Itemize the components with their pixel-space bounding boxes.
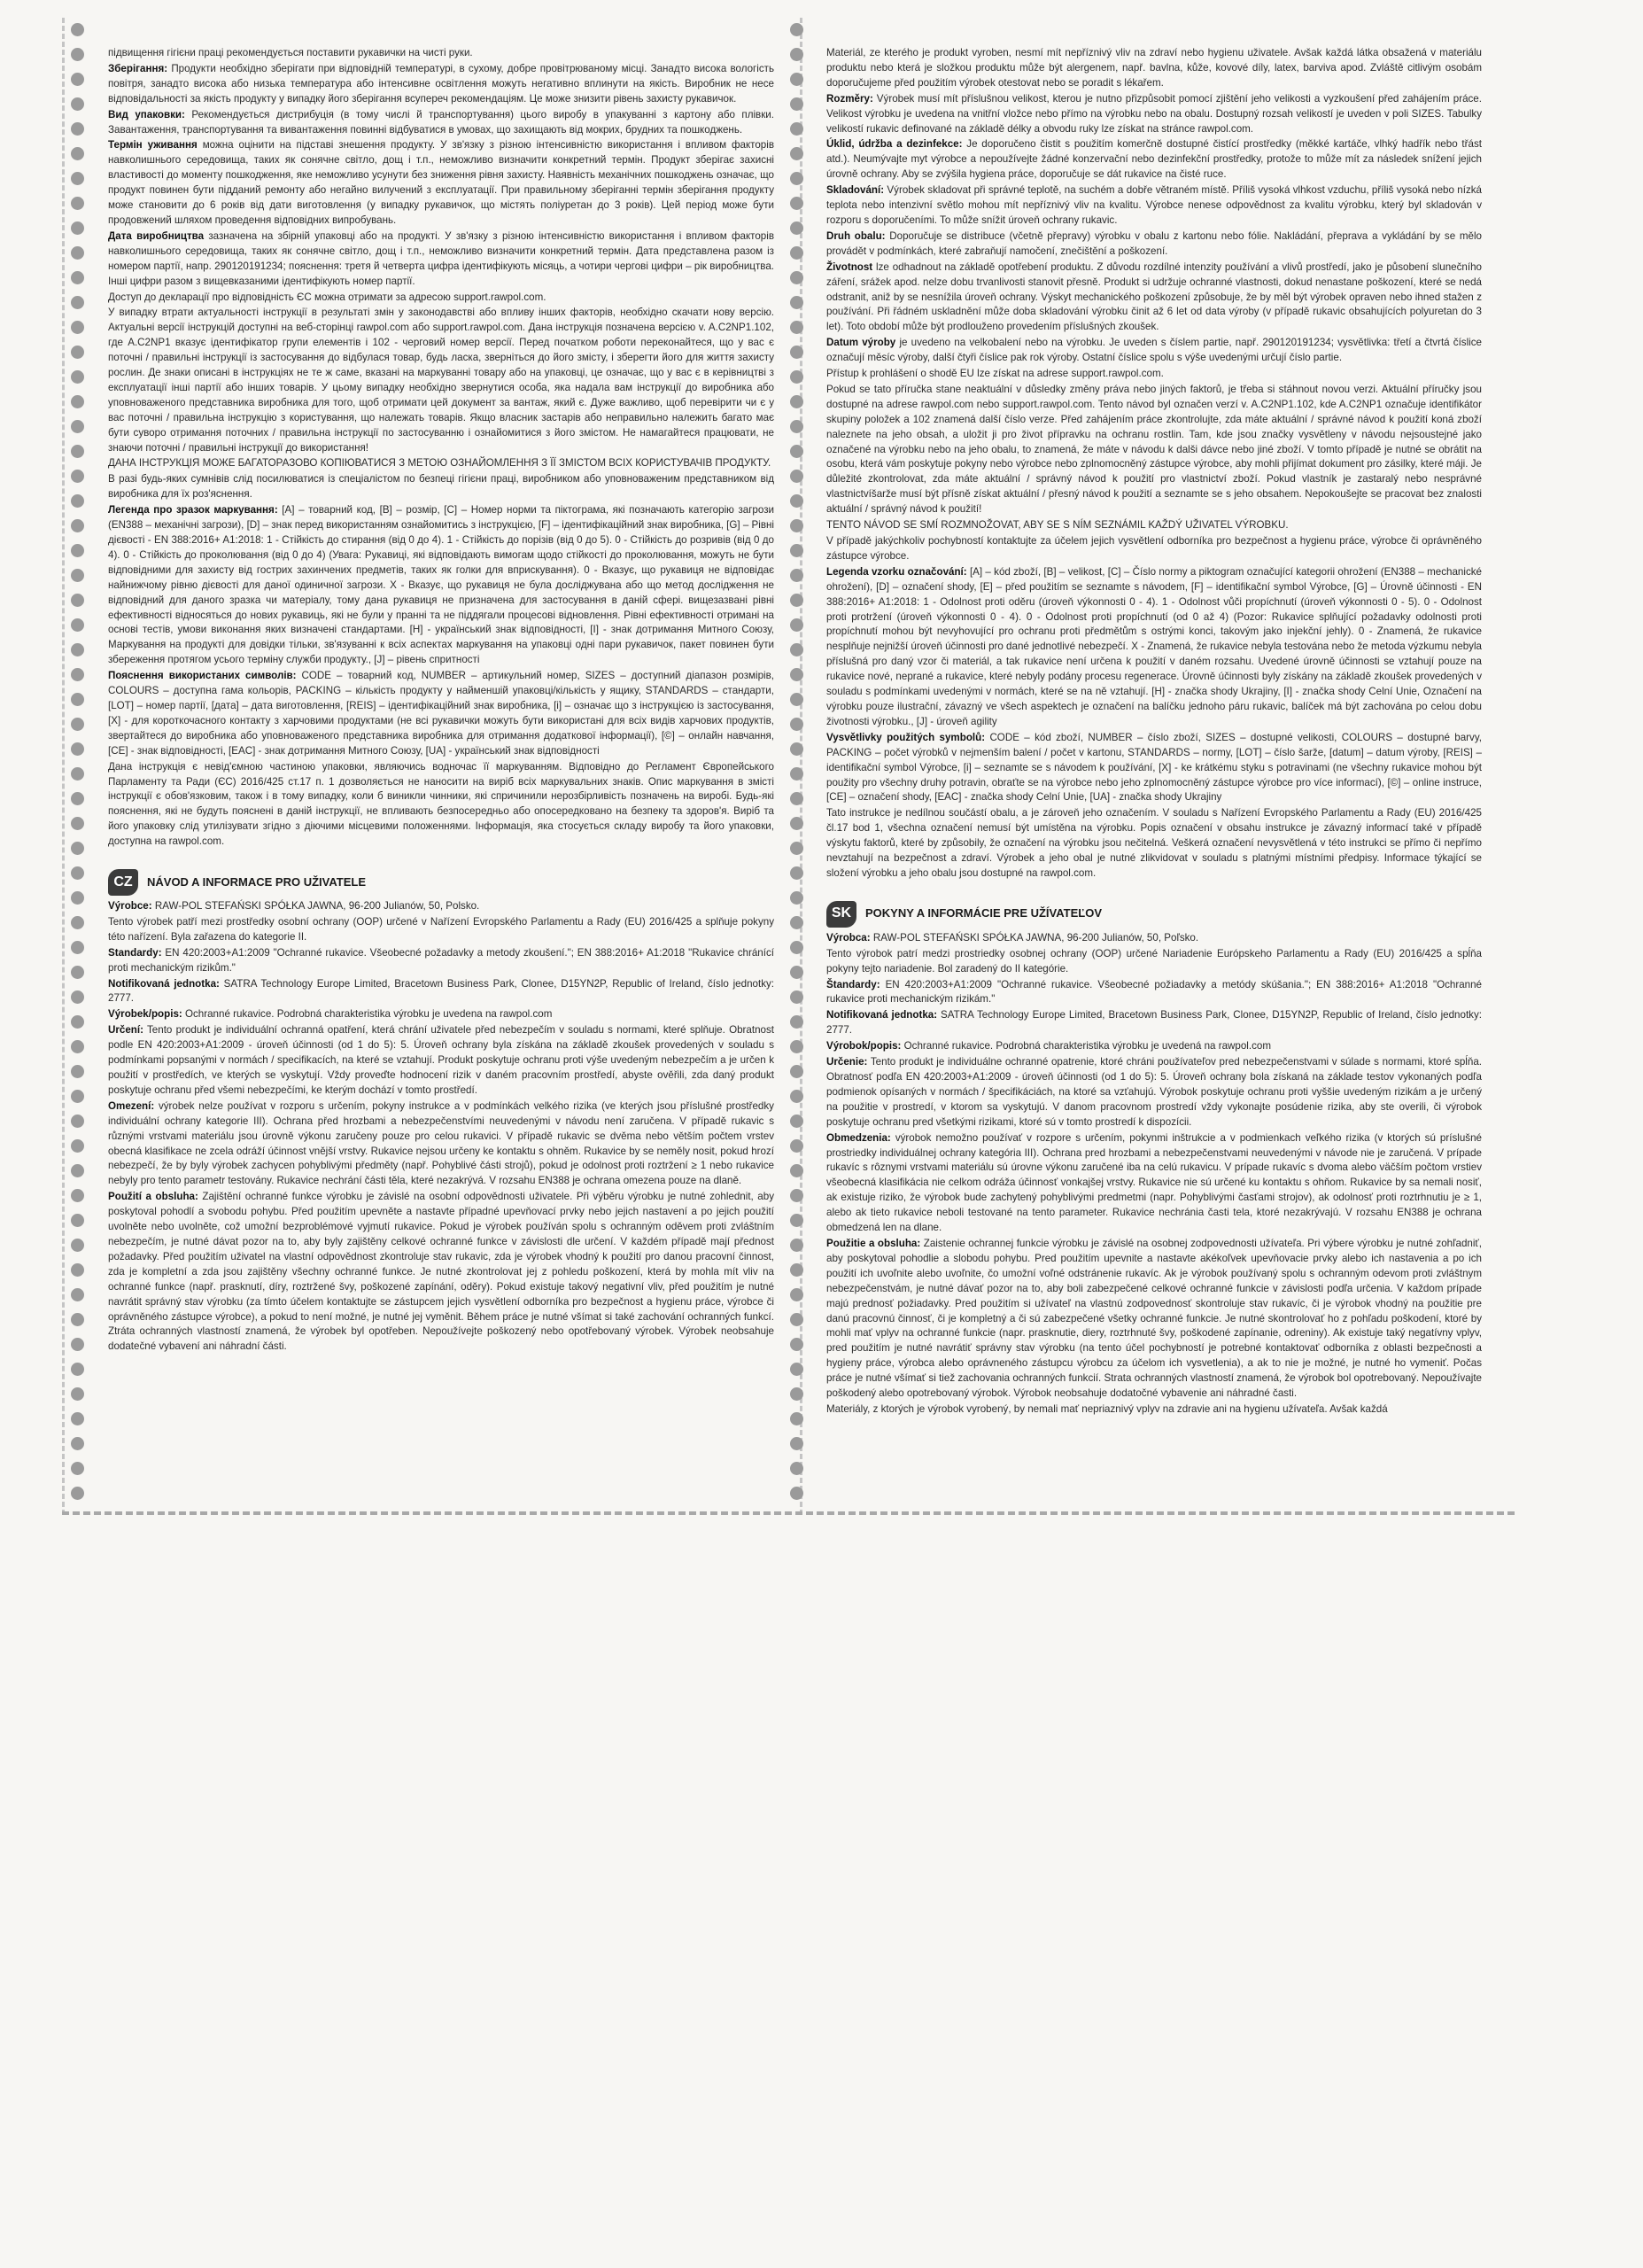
- punch-hole: [790, 1338, 803, 1351]
- paragraph-heading: Vysvětlivky použitých symbolů:: [826, 731, 986, 743]
- punch-hole: [790, 594, 803, 607]
- punch-hole: [71, 966, 84, 979]
- sk-section-title: POKYNY A INFORMÁCIE PRE UŽÍVATEĽOV: [865, 906, 1103, 920]
- paragraph-text: Výrobek musí mít příslušnou velikost, kterou je nutno přizpůsobit pomocí zjištění jeho velikosti a vyzkoušení před zahájením práce. Velikost výrobku je uvedena na vnitřní vložce nebo přímo na výrobku nebo na obalu. Dostupný rozsah velikostí je uveden v poli SIZES. Tabulky velikostí rukavic definované na základě délky a obvodu ruky lze získat na stránce rawpol.com.: [826, 92, 1482, 135]
- punch-hole: [790, 742, 803, 756]
- punch-hole: [790, 1387, 803, 1401]
- paragraph: [108, 946, 774, 976]
- paragraph-heading: Datum výroby: [826, 337, 896, 349]
- paragraph: [826, 336, 1482, 366]
- paragraph-text: В разі будь-яких сумнівів слід посилюватися із спеціалістом по безпеці гігієни праці, виробником або уповноваженим представником від виробника для їх роз'яснення.: [108, 473, 774, 501]
- paragraph: [826, 806, 1482, 882]
- punch-hole: [71, 1288, 84, 1301]
- punch-hole: [790, 643, 803, 656]
- paragraph-heading: Určenie:: [826, 1056, 868, 1068]
- paragraph: [826, 46, 1482, 91]
- paragraph-text: výrobek nelze používat v rozporu s určením, pokyny instrukce a v podmínkách velkého rizika (ve kterých jsou příslušné prostředky individuální ochrany kategorie III). Ochrana před hrozbami a nebezpečenstvími neuvedenými v návodu není zaručena. V případě rukavic s různými vrstvami materiálu jsou úrovně výkonu zaručeny pouze pro celou rukavici. V případě rukavic se dvěma nebo větším počtem vrstev obecná klasifikace ne zcela odráží účinnost vnější vrstvy. Rukavice nejsou určeny ke kontaktu s ohněm. Rukavice by se neměly nosit, pokud hrozí nebezpečí, že by byly výrobek zachycen pohyblivými předměty (např. Pohyblivé části strojů), pokud je odolnost proti roztržení ≥ 1 nebo rukavice nebyly pro tento parametr testovány. Rukavice nechrání části těla, které nezakrývá. V rozsahu EN388 je ochrana omezena pouze na dlaně.: [108, 1099, 774, 1187]
- paragraph-heading: Použití a obsluha:: [108, 1191, 198, 1203]
- punch-hole: [71, 1065, 84, 1078]
- paragraph: [826, 1237, 1482, 1402]
- paragraph-text: Tento produkt je individuální ochranná opatření, která chrání uživatele před nebezpečím v souladu s normami, které splňuje. Obratnost podle EN 420:2003+A1:2009 - úroveň účinnosti (od 1 do 5): 5. Úroveň ochrany byla získána na základě zkoušek provedených v souladu s podmínkami popsanými v normách / specifikacích, na které se vztahují. Produkt poskytuje ochranu proti výše uvedeným nebezpečím a je určen k použití v prostředích, ve kterých se vyskytují. Vždy proveďte hodnocení rizik v daném pracovním prostředí, abyste ověřili, zda daný produkt poskytuje ochranu před všemi nebezpečími, ke kterým dochází v tomto prostředí.: [108, 1024, 774, 1096]
- paragraph-text: зазначена на збірній упаковці або на продукті. У зв'язку з різною інтенсивністю використання і впливом факторів навколишнього середовища, таких як сонячне світло, дощ і т.п., неможливо визначити конкретний термін. Дата представлена разом із номером партії, напр. 290120191234; пояснення: третя й четверта цифра ідентифікують місяць, а чотири чергові цифри – рік виробництва. Інші цифри разом з вищевказаними ідентифікують номер партії.: [108, 229, 774, 287]
- punch-hole: [71, 594, 84, 607]
- paragraph-text: RAW-POL STEFAŃSKI SPÓŁKA JAWNA, 96-200 Julianów, 50, Poľsko.: [872, 931, 1199, 944]
- punch-hole: [790, 1263, 803, 1277]
- paragraph: [826, 137, 1482, 183]
- paragraph-text: EN 420:2003+A1:2009 "Ochranné rukavice. Všeobecné požiadavky a metódy skúšania."; EN 388:2016+ A1:2018 "Ochranné rukavice proti mechanickým rizikám.": [826, 978, 1482, 1006]
- punch-hole: [790, 1139, 803, 1153]
- punch-hole: [71, 916, 84, 929]
- punch-hole: [71, 569, 84, 582]
- punch-hole: [71, 1214, 84, 1227]
- paragraph: [826, 947, 1482, 977]
- paragraph-text: Tento výrobok patrí medzi prostriedky osobnej ochrany (OOP) určené Nariadenie Európskeho Parlamentu a Rady (EU) 2016/425 a spĺňa pokyny tejto nariadenie. Bol zaradený do II kategórie.: [826, 947, 1482, 975]
- paragraph: [108, 456, 774, 471]
- punch-hole: [71, 470, 84, 483]
- paragraph-text: Materiál, ze kterého je produkt vyroben, nesmí mít nepříznivý vliv na zdraví nebo hygienu uživatele. Avšak každá látka obsažená v materiálu produktu nebo která je složkou produktu může být alergenem, např. bavlna, kůže, kovové díly, latex, barviva apod. Zvláště citlivým osobám doporučujeme před použitím výrobek otestovat nebo se poradit s lékařem.: [826, 47, 1482, 89]
- paragraph: [108, 62, 774, 107]
- punch-hole: [790, 866, 803, 880]
- punch-hole: [71, 346, 84, 359]
- punch-hole: [790, 1164, 803, 1177]
- paragraph-heading: Standardy:: [108, 946, 162, 959]
- paragraph-heading: Určení:: [108, 1024, 143, 1037]
- paragraph: [826, 931, 1482, 946]
- punch-hole: [71, 1462, 84, 1475]
- punch-hole: [71, 618, 84, 632]
- sk-language-flag-icon: SK: [826, 901, 856, 928]
- punch-hole: [71, 246, 84, 260]
- punch-hole: [790, 618, 803, 632]
- punch-hole: [71, 1437, 84, 1450]
- punch-hole: [71, 1189, 84, 1202]
- punch-hole: [790, 1239, 803, 1252]
- paragraph-heading: Rozměry:: [826, 92, 873, 105]
- punch-hole: [790, 842, 803, 855]
- punch-hole: [71, 544, 84, 557]
- paragraph-heading: Úklid, údržba a dezinfekce:: [826, 138, 963, 151]
- punch-hole: [71, 395, 84, 408]
- punch-hole: [71, 767, 84, 781]
- punch-hole: [790, 73, 803, 86]
- punch-hole: [71, 817, 84, 830]
- punch-hole: [790, 197, 803, 210]
- punch-hole: [71, 1338, 84, 1351]
- paragraph: [108, 503, 774, 668]
- cz-language-flag-icon: CZ: [108, 869, 138, 896]
- paragraph: [108, 1023, 774, 1099]
- punch-hole: [790, 221, 803, 235]
- paragraph-text: Рекомендується дистрибуція (в тому числі й транспортування) цього виробу в упакуванні з картону або плівки. Завантаження, транспортування та вивантаження повинні відбуватися в умовах, що захищають від мокрих, брудних та пошкоджень.: [108, 108, 774, 136]
- punch-hole: [790, 519, 803, 532]
- punch-hole: [71, 668, 84, 681]
- punch-hole: [71, 891, 84, 905]
- paragraph-heading: Notifikovaná jednotka:: [826, 1009, 938, 1021]
- punch-hole: [790, 817, 803, 830]
- left-perforation-line: [62, 18, 65, 1515]
- paragraph-text: Tento produkt je individuálne ochranné opatrenie, ktoré chráni používateľov pred nebezpečenstvami v súlade s normami, ktoré spĺňa. Obratnosť podľa EN 420:2003+A1:2009 - úroveň účinnosti (od 1 do 5): 5. Úroveň ochrany bola získaná na základe testov vykonaných podľa podmienok opísaných v normách / špecifikáciách, na ktoré sa vzťahujú. Výrobok poskytuje ochranu proti vyššie uvedeným rizikám a je určený na použitie v prostredí, v ktorom sa vyskytujú. V danom pracovnom prostredí vždy vykonajte posúdenie rizika, aby ste overili, či výrobok poskytuje ochranu pred všetkými rizikami, ktoré sú v tomto prostredí k dispozícii.: [826, 1056, 1482, 1128]
- punch-hole: [71, 866, 84, 880]
- cz-instructions: [108, 899, 774, 1355]
- punch-hole: [790, 445, 803, 458]
- paragraph-text: Tato instrukce je nedílnou součástí obalu, a je zároveň jeho označením. V souladu s Nařízení Evropského Parlamentu a Rady (EU) 2016/425 čl.17 bod 1, všechna označení nemusí být umístěna na výrobku. Popis označení v obsahu instrukce je závazný informací také v případě výskytu faktorů, které by způsobily, že označení na výrobku jsou nečitelná. Veškerá označení nevysvětlená v této instrukci se přímo či nepřímo nevztahují na bezpečnost a zdraví. Výrobek a jeho obal je nutné zlikvidovat v souladu s platnými místními předpisy. Informace týkající se složení výrobku a jeho obalu jsou dostupné na rawpol.com.: [826, 807, 1482, 879]
- paragraph-text: Je doporučeno čistit s použitím komerčně dostupné čistící prostředky (měkké kartáče, vlhký hadřík nebo třást atd.). Neumývajte myt výrobce a nepoužívejte žádné konzervační nebo dezinfekční prostředky, protože to může mít za následek snížení jejich úrovně ochrany. Aby se zvýšila hygiena práce, doporučuje se dát rukavice na čisté ruce.: [826, 138, 1482, 181]
- punch-hole: [71, 271, 84, 284]
- punch-hole: [790, 395, 803, 408]
- paragraph: [826, 1402, 1482, 1418]
- paragraph-text: RAW-POL STEFAŃSKI SPÓŁKA JAWNA, 96-200 Julianów, 50, Polsko.: [154, 900, 480, 913]
- punch-hole: [790, 122, 803, 136]
- paragraph-text: Продукти необхідно зберігати при відповідній температурі, в сухому, добре провітрюваному місці. Занадто висока вологість повітря, занадто висока або низька температура або інтенсивне освітлення можуть негативно вплинути на якість. Виробник не несе відповідальності за якість продукту у випадку його зберігання всупереч рекомендаціям. Це може знизити рівень захисту рукавичок.: [108, 62, 774, 105]
- punch-hole: [71, 494, 84, 508]
- punch-hole: [790, 97, 803, 111]
- punch-hole: [71, 1387, 84, 1401]
- punch-hole: [790, 1015, 803, 1029]
- paragraph-heading: Výrobca:: [826, 931, 871, 944]
- paragraph-text: SATRA Technology Europe Limited, Bracetown Business Park, Clonee, D15YN2P, Republic of Ireland, číslo jednotky: 2777.: [108, 977, 774, 1005]
- paragraph-text: Výrobek skladovat při správné teplotě, na suchém a dobře větraném místě. Příliš vysoká vlhkost vzduchu, příliš vysoká nebo nízká teplota nebo intenzivní světlo mohou mít nepříznivý vliv na kvalitu. Výrobce nenese odpovědnost za kvalitu výrobku, který byl skladován v rozporu s doporučeními. To může snížit úroveň ochrany rukavic.: [826, 184, 1482, 226]
- punch-hole: [790, 668, 803, 681]
- punch-hole: [71, 197, 84, 210]
- punch-hole: [71, 693, 84, 706]
- punch-hole: [71, 718, 84, 731]
- punch-hole: [790, 569, 803, 582]
- punch-hole: [71, 1090, 84, 1103]
- paragraph-heading: Термін уживання: [108, 139, 198, 151]
- paragraph-text: Pokud se tato příručka stane neaktuální v důsledky změny práva nebo jiných faktorů, je třeba si stáhnout novou verzi. Aktuální příručky jsou dostupné na adrese rawpol.com nebo support.rawpol.com. Tento návod byl označen verzí v. A.C2NP1.102, kde A.C2NP1 označuje identifikátor skupiny položek a 102 znamená další číslo verze. Před zahájením práce zkontrolujte, zda máte aktuální / správné návod k použití koná zboží naleznete na jeho obsah, a uložit ji pro život přípravku na ochranu rostlin. Tam, kde jsou značky vysvětleny v návodu nejsoustejné jako označené na výrobku nebo na jeho obalu, to znamená, že máte v návodu k dalši dávce nebo jiné zboží. V tomto případě je nutné se obrátit na osobu, která vám poskytuje pokyny nebo výrobce nebo zplnomocněný zástupce výrobce, aby mohli přijímat dokument pro zásilky, které máji. Je důležité zkontrolovat, zda máte aktuální / správný návod k použití pro vlastnictví zboží. Pokud vlastník je zastaralý nebo nesprávné vlastnictvíšarže musí být přísně získat aktuální / přesný návod k použití a seznamte se s jeho obsahem. Nepokoušejte se pracovat bez znalosti aktuální / správný návod k použití!: [826, 383, 1482, 516]
- paragraph-heading: Použitie a obsluha:: [826, 1237, 921, 1249]
- punch-hole: [790, 1090, 803, 1103]
- punch-hole: [790, 1437, 803, 1450]
- paragraph-heading: Výrobok/popis:: [826, 1040, 902, 1052]
- paragraph-heading: Omezení:: [108, 1099, 155, 1112]
- paragraph: [826, 92, 1482, 137]
- sk-section-header: [826, 901, 1482, 928]
- paragraph-text: Zaistenie ochrannej funkcie výrobku je závislé na osobnej zodpovednosti užívateľa. Pri výbere výrobku je nutné zohľadniť, aby poskytoval pohodlie a slobodu pohybu. Pred použitím upevnite a nastavte akékoľvek upevňovacie prvky alebo ich nastavenia a po ich použití ich uvoľnite alebo uvoľnite, čo umožní voľné odstránenie rukavíc. Ak je výrobok používaný spolu s ochranným odevom proti zvláštnym nebezpečenstvám, je nutné dávať pozor na to, aby boli zabezpečené celkové ochranné funkcie v závislosti podľa určenia. V každom prípade majú prednosť požiadavky. Pred použitím si užívateľ na vlastnú zodpovednosť skontroluje stav rukavíc, či je výrobok vhodný na použitie pre danú pracovnú činnosť, či je kompletný a či sú zabezpečené všetky ochranné funkcie. Je nutné skontrolovať ho z pohľadu poškodení, ktoré by mohli mať vplyv na ochranné funkcie (napr. prasknutie, diery, roztrhnuté švy, poškodené zapínanie, odreniny). Ak existuje taký negatívny vplyv, pred použitím je nutné navrátiť správny stav výrobku (na tento účel pochybností je potrebné kontaktovať odborníka z oblasti bezpečnosti a hygieny práce, výrobca alebo oprávneného zástupcu výrobcu za účelom ich vysvetlenia), a ak to nie je možné, je nutné ho vymeniť. Počas práce je nutné všímať si tiež zachovania ochranných funkcií. Strata ochranných vlastností znamená, že výrobok bol opotrebovaný. Nepoužívajte poškodený alebo opotrebovaný výrobok. Výrobok neobsahuje dodatočné vybavenie ani náhradné časti.: [826, 1237, 1482, 1400]
- punch-hole: [71, 420, 84, 433]
- paragraph-text: Ochranné rukavice. Podrobná charakteristika výrobku je uvedená na rawpol.com: [903, 1040, 1271, 1052]
- punch-hole: [790, 1412, 803, 1425]
- cz-section-header: [108, 869, 774, 896]
- punch-hole: [790, 346, 803, 359]
- paragraph: [108, 46, 774, 61]
- punch-hole: [71, 1412, 84, 1425]
- paragraph-text: výrobok nemožno používať v rozpore s určením, pokynmi inštrukcie a v podmienkach veľkého rizika (v ktorých sú príslušné prostriedky individuálnej ochrany kategória III). Ochrana pred hrozbami a nebezpečenstvami neuvedenými v návode nie je zaručená. V prípade rukavíc s rôznymi vrstvami materiálu sú úrovne výkonu zaručené iba na celú rukavicu. V prípade rukavíc s dvoma alebo väčším počtom vrstiev všeobecná klasifikácia nie celkom odráža účinnosť vonkajšej vrstvy. Rukavice nie sú určené ku kontaktu s ohňom. Rukavice by sa nemali nosiť, ak existuje riziko, že výrobok bude zachytený pohyblivými predmetmi (napr. Pohyblivými časťami strojov), ak odolnosť proti roztrhnutiu je ≥ 1, alebo ak tieto rukavice neboli testované na tento parameter. Rukavice nechránia časti tela, ktoré nezakrývajú. V rozsahu EN388 je ochrana obmedzená len na dlane.: [826, 1131, 1482, 1234]
- paragraph: [826, 1008, 1482, 1038]
- paragraph: [826, 534, 1482, 564]
- punch-hole: [71, 73, 84, 86]
- punch-hole: [71, 1164, 84, 1177]
- punch-hole: [790, 172, 803, 185]
- punch-hole: [71, 742, 84, 756]
- paragraph-heading: Obmedzenia:: [826, 1131, 891, 1144]
- punch-hole: [790, 1040, 803, 1053]
- paragraph-text: У випадку втрати актуальності інструкції в результаті змін у законодавстві або впливу інших факторів, необхідно скачати нову версію. Актуальні версії інструкцій доступні на веб-сторінці rawpol.com або support.rawpol.com. Дана інструкція позначена версією v. A.C2NP1.102, где A.C2NP1 вказує ідентифікатор групи елементів і 102 - черговий номер версії. Перед початком роботи переконайтеся, що у вас є поточні / правильні інструкції із застосування до відбулася товар, будь ласка, зверніться до його змісту, і зберегти його для життя захисту рослин. Де знаки описані в інструкціях не те ж саме, вказані на маркуванні товару або на упаковці, це означає, що у вас є в керівництві з експлуатації інші партії або інших товарів. У цьому випадку необхідно звернутися особа, яка надала вам інструкції до виробника або уповноваженого представника виробника для того, щоб отримати цей документ за вантаж, який є. Дуже важливо, щоб перевірити чи є у вас поточні / правильна інструкцію з користування, що належать товарів. Якщо власник застарів або неправильно належить багато має бути суворо отримання поточних / правильна інструкції по застосуванню і ознайомитися з його змістом. Не намагайтеся працювати, не знаючи поточні / правильні інструкції до використання!: [108, 307, 774, 454]
- paragraph-heading: Легенда про зразок маркування:: [108, 504, 278, 517]
- punch-hole: [71, 842, 84, 855]
- paragraph: [826, 731, 1482, 806]
- punch-hole: [71, 1313, 84, 1326]
- punch-hole: [790, 767, 803, 781]
- paragraph-text: підвищення гігієни праці рекомендується поставити рукавички на чисті руки.: [108, 47, 473, 58]
- paragraph-heading: Štandardy:: [826, 978, 880, 990]
- punch-hole: [790, 23, 803, 36]
- paragraph: [108, 1099, 774, 1189]
- punch-hole: [790, 321, 803, 334]
- punch-hole: [71, 296, 84, 309]
- paragraph: [108, 138, 774, 228]
- punch-hole: [71, 1040, 84, 1053]
- punch-hole: [71, 445, 84, 458]
- punch-hole: [790, 891, 803, 905]
- paragraph-text: Materiály, z ktorých je výrobok vyrobený, by nemali mať nepriaznivý vplyv na zdravie ani na hygienu užívateľa. Avšak každá: [826, 1402, 1388, 1415]
- punch-hole: [71, 221, 84, 235]
- punch-hole: [790, 296, 803, 309]
- paragraph-heading: Životnost: [826, 260, 873, 273]
- paragraph-text: CODE – товарний код, NUMBER – артикульний номер, SIZES – доступний діапазон розмірів, COLOURS – доступна гама кольорів, PACKING – кількість продукту у найменшій упаковці/кількість у ящику, STANDARDS – стандарти, [LOT] – номер партії, [дата] – дата виготовлення, [REIS] – ідентифікаційний знак виробника, [i] – означає що з інструкцією із застосування, [X] - для короткочасного контакту з харчовими продуктами (не всі рукавички можуть бути використані для всіх видів харчових продуктів, звертайтеся до виробника або уповноваженого представника виробника для отримання додаткової інформації), [©] – онлайн навчання, [CE] - знак відповідності, [EAC] - знак дотримання Митного Союзу, [UA] - український знак відповідності: [108, 670, 774, 757]
- paragraph: [108, 1007, 774, 1022]
- cz-instructions-continued: [826, 46, 1482, 882]
- paragraph: [108, 291, 774, 306]
- punch-hole: [790, 1288, 803, 1301]
- ua-instructions: [108, 46, 774, 850]
- punch-hole: [71, 122, 84, 136]
- paragraph-heading: Дата виробництва: [108, 229, 205, 242]
- paragraph: [826, 565, 1482, 730]
- paragraph-heading: Зберігання:: [108, 62, 168, 74]
- paragraph-heading: Вид упаковки:: [108, 108, 185, 120]
- paragraph-text: Zajištění ochranné funkce výrobku je závislé na osobní odpovědnosti uživatele. Při výběru výrobku je nutné zohlednit, aby poskytoval pohodlí a svobodu pohybu. Před použitím upevněte a nastavte případné upevňovací prvky nebo jejich nastavení a po jejich použití uvolněte nebo uvolněte, což umožní bezproblémové vyjmutí rukavice. Pokud je výrobek používán spolu s ochranným oděvem proti zvláštním nebezpečím, je nutné dávat pozor na to, aby byly zajištěny celkové ochranné funkce v závislosti dle určení. V každém případě mají přednost požadavky. Před použitím uživatel na vlastní odpovědnost zkontroluje stav rukavic, zda je výrobek vhodný k použití pro danou pracovní činnost, zda je kompletní a zda jsou zajištěny všechny ochranné funkce. Je nutné zkontrolovat jej z pohledu poškození, která by mohla mít vliv na ochranné funkce (např. prasknutí, díry, roztržené švy, poškozené zapínání, oděry). Pokud existuje takový negativní vliv, před použitím je nutné navrátit správný stav výrobku (za tímto účelem kontaktujte se zástupcem jejich vysvětlení odborníka pro bezpečnost a hygienu práce, výrobce či oprávněného zástupce výrobce), a pokud to není možné, je nutné jej vyměnit. Během práce je nutné všímat si také zachování ochranných funkcí. Ztráta ochranných vlastností znamená, že výrobek byl opotřeben. Nepoužívejte poškozený nebo opotřebovaný výrobek. Výrobek neobsahuje dodatečné vybavení ani náhradní části.: [108, 1191, 774, 1353]
- paragraph-text: Доступ до декларації про відповідність ЄС можна отримати за адресою support.rawpol.com.: [108, 291, 546, 303]
- paragraph: [108, 977, 774, 1007]
- punch-hole: [71, 97, 84, 111]
- paragraph: [826, 518, 1482, 533]
- punch-hole: [790, 494, 803, 508]
- punch-hole: [71, 1139, 84, 1153]
- punch-hole: [790, 370, 803, 384]
- punch-hole: [790, 1462, 803, 1475]
- paragraph: [826, 1131, 1482, 1236]
- punch-hole: [790, 544, 803, 557]
- paragraph: [108, 306, 774, 455]
- punch-hole: [71, 1487, 84, 1500]
- paragraph-heading: Skladování:: [826, 184, 885, 197]
- paragraph: [826, 367, 1482, 382]
- paragraph-text: Doporučuje se distribuce (včetně přepravy) výrobku v obalu z kartonu nebo fólie. Nakládání, přeprava a vykládání by se mělo provádět v podmínkách, které zabraňují namočení, znečištění a poškození.: [826, 229, 1482, 257]
- punch-hole: [790, 1487, 803, 1500]
- paragraph: [826, 978, 1482, 1008]
- paragraph: [826, 229, 1482, 260]
- punch-hole: [790, 470, 803, 483]
- punch-hole: [71, 321, 84, 334]
- punch-hole: [71, 941, 84, 954]
- punch-hole: [71, 1239, 84, 1252]
- punch-hole: [790, 1363, 803, 1376]
- punch-hole: [71, 370, 84, 384]
- punch-hole: [71, 172, 84, 185]
- paragraph-text: ДАНА ІНСТРУКЦІЯ МОЖЕ БАГАТОРАЗОВО КОПІЮВАТИСЯ З МЕТОЮ ОЗНАЙОМЛЕННЯ З ЇЇ ЗМІСТОМ ВСІХ КОРИСТУВАЧІВ ПРОДУКТУ.: [108, 457, 771, 470]
- paragraph: [826, 260, 1482, 336]
- paragraph-text: можна оцінити на підставі знешення продукту. У зв'язку з різною інтенсивністю використання і впливом факторів навколишнього середовища, таких як сонячне світло, дощ і т.п., неможливо визначити конкретний термін. Продукт зберігає захисні властивості до моменту пошкодження, яке неможливо усунути без зниження рівня захисту. Наявність механічних пошкоджень означає, що продукт повинен бути підданий ремонту або негайно вилучений з експлуатації. При правильному зберіганні термін зберігання продукту може становити до 6 років від дати виготовлення (у випадку рукавичок, що містять поліуретан до 3 років). Цей період може бути продовжений шляхом проведення відповідних випробувань.: [108, 139, 774, 226]
- punch-hole: [71, 990, 84, 1004]
- paragraph-heading: Notifikovaná jednotka:: [108, 977, 220, 990]
- punch-hole: [790, 693, 803, 706]
- paragraph-text: Ochranné rukavice. Podrobná charakteristika výrobku je uvedena na rawpol.com: [184, 1008, 553, 1021]
- paragraph: [108, 915, 774, 945]
- paragraph: [108, 472, 774, 502]
- punch-hole: [790, 420, 803, 433]
- paragraph-text: Přístup k prohlášení o shodě EU lze získat na adrese support.rawpol.com.: [826, 368, 1164, 380]
- punch-hole: [71, 792, 84, 805]
- paragraph-heading: Výrobek/popis:: [108, 1008, 182, 1021]
- paragraph-heading: Výrobce:: [108, 900, 152, 913]
- cz-section-title: NÁVOD A INFORMACE PRO UŽIVATELE: [147, 874, 366, 889]
- paragraph-text: TENTO NÁVOD SE SMÍ ROZMNOŽOVAT, ABY SE S NÍM SEZNÁMIL KAŽDÝ UŽIVATEL VÝROBKU.: [826, 519, 1289, 532]
- paragraph-heading: Пояснення використаних символів:: [108, 670, 297, 682]
- punch-hole: [790, 246, 803, 260]
- punch-hole: [71, 1115, 84, 1128]
- bottom-perforation-line: [62, 1511, 1515, 1515]
- paragraph: [826, 1055, 1482, 1130]
- paragraph-text: V případě jakýchkoliv pochybností kontaktujte za účelem jejich vysvětlení odborníka pro bezpečnost a hygienu práce, výrobce či oprávněného zástupce výrobce.: [826, 535, 1482, 562]
- paragraph-text: SATRA Technology Europe Limited, Bracetown Business Park, Clonee, D15YN2P, Republic of Ireland, číslo jednotky: 2777.: [826, 1009, 1482, 1037]
- right-column: [826, 46, 1482, 1499]
- punch-hole: [790, 792, 803, 805]
- punch-hole: [790, 1214, 803, 1227]
- paragraph-text: Tento výrobek patří mezi prostředky osobní ochrany (OOP) určené v Nařízení Evropského Parlamentu a Rady (EU) 2016/425 a splňuje pokyny této nařízení. Byla zařazena do kategorie II.: [108, 915, 774, 943]
- punch-hole: [71, 1263, 84, 1277]
- punch-hole: [790, 1115, 803, 1128]
- paragraph: [108, 760, 774, 850]
- punch-hole: [790, 990, 803, 1004]
- paragraph-text: [A] – товарний код, [B] – розмір, [C] – Номер норми та піктограма, які позначають категорію загрози (EN388 – механічні загрози), [D] – знак перед використанням ознайомитись з інструкцією, [F] – ідентифікаційний знак виробника, [G] – Рівні дієвості - EN 388:2016+ A1:2018: 1 - Стійкість до стирання (від 0 до 4). 1 - Стійкість до порізів (від 0 до 5). 0 - Стійкість до розривів (від 0 до 4). 0 - Стійкість до проколювання (від 0 до 4) (Увага: Рукавиці, які відповідають вимогам щодо стійкості до проколювання, можуть не бути відповідними для захисту від гострих захинчених предметів, таких як голки для вприскування). 0 - Вказує, що рукавиця не відповідає найнижчому рівню дієвості для даної одиничної загрози. X - Вказує, що рукавиця не була досліджувана або що метод дослідження не відповідний для даного зразка чи матеріалу, тому дана рукавиця не призначена для застосування в даній сфері. вищезазвані рівні ефективності відносяться до нових рукавиць, які не були у пранні та не піддягали процесові відновлення. Рівні ефективності отримані на основі тестів, умови виконання яких визначені стандартами. [H] - український знак відповідності, [I] - знак дотримання Митного Союзу, Маркування на продукті для довідки тільки, зв'язуванні к всіх аспектах маркування на упаковці одні пари рукавичок, пакет повинен бути збереження протягом усього терміну служби продукту., [J] – рівень спритності: [108, 504, 774, 666]
- paragraph: [108, 669, 774, 758]
- paragraph-text: lze odhadnout na základě opotřebení produktu. Z důvodu rozdílné intenzity používání a vlivů prostředí, jako je působení slunečního záření, srážek apod. nelze dobu trvanlivosti stanovit přesně. Produkt si udržuje ochranné vlastnosti, dokud nenastane poškození, které se nedá odstranit, aniž by se nesnížila úroveň ochrany. Výskyt mechanického poškození způsobuje, že by měl být výrobek opraven nebo ihned stažen z používání. Při řádném uskladnění může doba skladování výrobku činit až 6 let od data výroby (v případě rukavic obsahujících polyuretan do 3 let). Toto období může být prodlouženo provedením příslušných zkoušek.: [826, 260, 1482, 333]
- punch-hole: [71, 147, 84, 160]
- paragraph-text: Дана інструкція є невід'ємною частиною упаковки, являючись водночас її маркуванням. Відповідно до Регламент Європейського Парламенту та Ради (ЄС) 2016/425 ст.17 п. 1 дозволяється не наносити на виріб всіх маркувальних знаків. Опис маркування в змісті інструкції є обов'язковим, також і в тому випадку, коли б виникли чинники, які спричинили нерозбірливість позначень на виробі. Будь-які пояснення, які не будуть пояснені в даній інструкції, не впливають безпосередньо або опосередковано на безпеку та здоров'я. Виріб та його упаковку слід утилізувати згідно з діючими місцевими положеннями. Інформація, яка стосується складу виробу та його упаковки, доступна на rawpol.com.: [108, 760, 774, 848]
- punch-hole: [790, 916, 803, 929]
- paragraph-heading: Druh obalu:: [826, 229, 886, 242]
- left-column: [108, 46, 774, 1499]
- paragraph-text: CODE – kód zboží, NUMBER – číslo zboží, SIZES – dostupné velikosti, COLOURS – dostupné barvy, PACKING – počet výrobků v nejmenším balení / počet v kartonu, STANDARDS – normy, [LOT] – číslo šarže, [datum] – datum výroby, [REIS] – identifikační symbol Výrobce, [i] – seznamte se s návodem k používání, [X] - ke krátkému styku s potravinami (ne všechny rukavice mohou být použity pro všechny druhy potravin, obraťte se na výrobce nebo jeho zplnomocněný zástupce výrobce pro více informací), [©] – online instruce, [CE] – označení shody, [EAC] - značka shody Celní Unie, [UA] - značka shody Ukrajiny: [826, 731, 1482, 804]
- punch-hole: [71, 1363, 84, 1376]
- punch-hole: [71, 48, 84, 61]
- punch-hole: [790, 1313, 803, 1326]
- punch-hole: [790, 966, 803, 979]
- punch-hole: [790, 271, 803, 284]
- punch-hole: [790, 1065, 803, 1078]
- punch-hole: [790, 147, 803, 160]
- sk-instructions: [826, 931, 1482, 1418]
- paragraph: [826, 1039, 1482, 1054]
- paragraph-heading: Legenda vzorku označování:: [826, 565, 967, 578]
- paragraph-text: EN 420:2003+A1:2009 "Ochranné rukavice. Všeobecné požadavky a metody zkoušení."; EN 388:2016+ A1:2018 "Rukavice chránící proti mechanickým rizikům.": [108, 946, 774, 974]
- paragraph: [826, 183, 1482, 229]
- punch-hole: [71, 1015, 84, 1029]
- punch-hole: [790, 1189, 803, 1202]
- punch-hole: [790, 941, 803, 954]
- paragraph: [108, 108, 774, 138]
- punch-hole: [790, 718, 803, 731]
- punch-hole: [71, 23, 84, 36]
- paragraph-text: [A] – kód zboží, [B] – velikost, [C] – Číslo normy a piktogram označující kategorii ohrožení (EN388 – mechanické ohrožení), [D] – označení shody, [E] – před použitím se seznamte s návodem, [F] – identifikační symbol Výrobce, [G] – Úrovně účinnosti - EN 388:2016+ A1:2018: 1 - Odolnost proti oděru (úroveň výkonnosti 0 - 4). 1 - Odolnost vůči propíchnutí (úroveň výkonnosti 0 - 5). 0 - Odolnost proti protržení (úroveň výkonnosti 0 - 4). 0 - Odolnost proti propíchnutí (od 0 až 4) (Pozor: Rukavice splňující požadavky odolnosti proti propíchnutí mohou být nevyhovující pro ochranu proti předmětům s ostrými konci, takovým jako injekční jehly). 0 - Znamená, že rukavice nesplňuje nejnižší úroveň účinnosti pro dané jednotlivé nebezpečí. X - Znamená, že rukavice nebyla testována nebo že metoda výzkumu nebyla příslušná pro daný vzor či materiál, a tak rukavice není určena k použití v daném rozsahu. Uvedené úrovně účinnosti se vztahují pouze na rukavice nové, neprané a rukavice, které nebyly podány procesu regenerace. Úrovně účinnosti byly získány na základě zkoušek provedených v souladu s podmínkami uvedenými v normách, které se na ně vztahují. [H] - značka shody Ukrajiny, [I] - značka shody Celní Unie, Označení na výrobku pouze ilustrační, závazný ve všech aspektech je označení na balíčku jednoho páru rukavic, balíček má být zachována po celou dobu životnosti výrobku., [J] - úroveň agility: [826, 565, 1482, 727]
- punch-hole: [790, 48, 803, 61]
- paragraph: [108, 229, 774, 290]
- paragraph: [108, 1190, 774, 1355]
- paragraph: [108, 899, 774, 914]
- punch-hole: [71, 643, 84, 656]
- punch-hole: [71, 519, 84, 532]
- paragraph-text: je uvedeno na velkobalení nebo na výrobku. Je uveden s číslem partie, např. 290120191234; vysvětlivka: třetí a čtvrtá číslice označují měsíc výroby, další čtyři číslice pak rok výroby. Ostatní číslice spolu s výše uvedenými určují číslo partie.: [826, 337, 1482, 364]
- paragraph: [826, 383, 1482, 517]
